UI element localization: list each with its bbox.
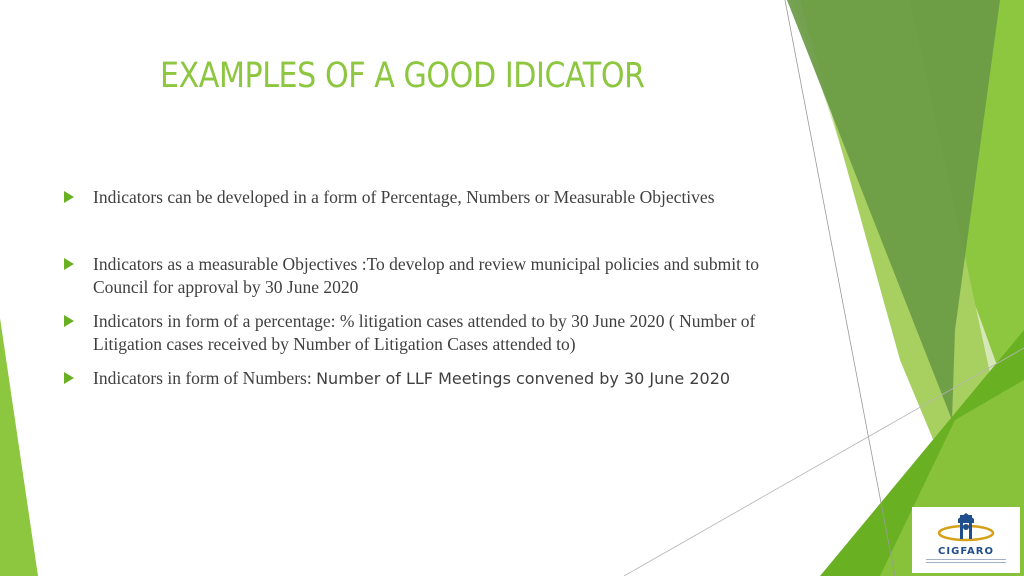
logo-tagline-lines bbox=[926, 559, 1006, 565]
bullet-list bbox=[64, 186, 764, 390]
list-item bbox=[64, 367, 764, 390]
bullet-arrow-icon bbox=[64, 191, 74, 203]
slide-title: EXAMPLES OF A GOOD IDICATOR bbox=[160, 56, 645, 96]
list-item bbox=[64, 186, 764, 209]
bullet-text-prefix: Indicators in form of Numbers: bbox=[93, 368, 317, 388]
logo-text: CIGFARO bbox=[938, 546, 994, 557]
bullet-text: Indicators as a measurable Objectives :To develop and review municipal policies and submit to Council for approval by 30 June 2020 bbox=[93, 254, 760, 297]
cigfaro-logo bbox=[912, 507, 1020, 573]
bullet-text: Indicators can be developed in a form of Percentage, Numbers or Measurable Objectives bbox=[93, 187, 715, 207]
bullet-text: Indicators in form of a percentage: % litigation cases attended to by 30 June 2020 ( Number of Litigation cases received by Number of Litigation Cases attended to) bbox=[93, 311, 756, 354]
bullet-arrow-icon bbox=[64, 372, 74, 384]
list-item bbox=[64, 310, 764, 356]
bullet-arrow-icon bbox=[64, 258, 74, 270]
bullet-text-rest: Number of LLF Meetings convened by 30 June 2020 bbox=[316, 369, 731, 388]
bullet-arrow-icon bbox=[64, 315, 74, 327]
left-green-sliver bbox=[0, 318, 38, 576]
list-item bbox=[64, 253, 764, 299]
cigfaro-logo-icon bbox=[936, 511, 996, 545]
